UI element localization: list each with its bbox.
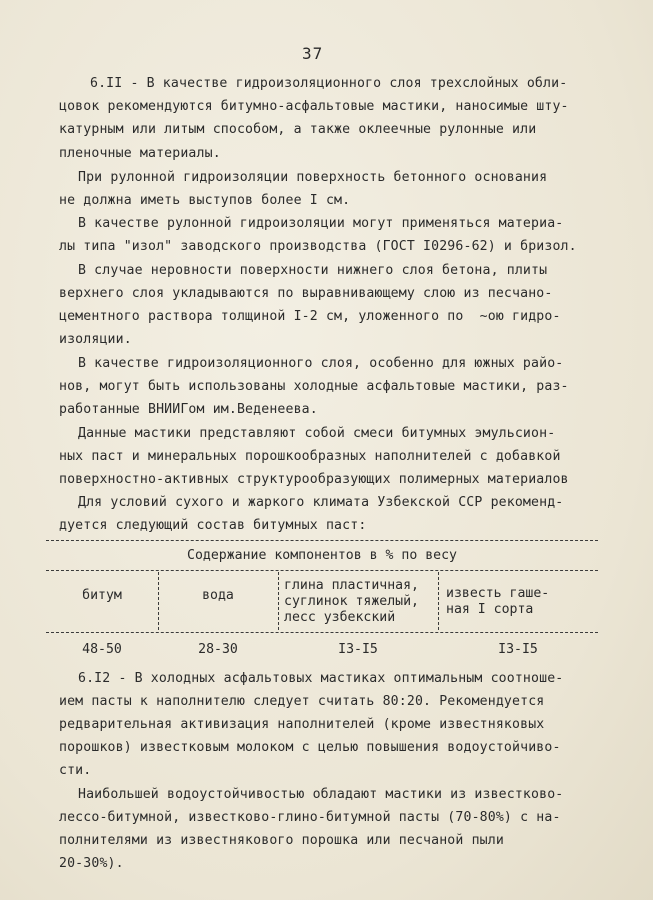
column-separator <box>278 572 279 630</box>
text-line: Для условий сухого и жаркого климата Узбекской ССР рекоменд- <box>78 495 564 510</box>
text-line: 20-30%). <box>59 856 124 871</box>
composition-table <box>46 540 598 658</box>
text-line: В случае неровности поверхности нижнего слоя бетона, плиты <box>78 263 548 278</box>
text-line: пленочные материалы. <box>59 146 221 161</box>
table-bottom-rule <box>46 632 598 633</box>
column-header-clay: глина пластичная, <box>284 578 419 593</box>
text-line: катурным или литым способом, а также оклеечные рулонные или <box>59 122 537 137</box>
text-line: В качестве рулонной гидроизоляции могут применяться материа- <box>78 216 564 231</box>
column-header-water: вода <box>202 588 234 603</box>
value-water: 28-30 <box>198 642 238 657</box>
column-header-lime: ная I сорта <box>446 602 534 617</box>
text-line: дуется следующий состав битумных паст: <box>59 518 367 533</box>
text-line: поверхностно-активных структурообразующих полимерных материалов <box>59 472 569 487</box>
column-header-lime: известь гаше- <box>446 586 550 601</box>
column-header-clay: лесс узбекский <box>284 610 396 625</box>
column-separator <box>438 572 439 630</box>
value-clay: I3-I5 <box>338 642 378 657</box>
table-header: Содержание компонентов в % по весу <box>187 548 457 563</box>
value-bitum: 48-50 <box>82 642 122 657</box>
text-line: редварительная активизация наполнителей (кроме известняковых <box>59 717 545 732</box>
table-header-rule <box>46 570 598 571</box>
text-line: не должна иметь выступов более I см. <box>59 193 351 208</box>
column-header-bitum: битум <box>82 588 122 603</box>
text-line: цементного раствора толщиной I-2 см, уложенного по ~ою гидро- <box>59 309 561 324</box>
text-line: ием пасты к наполнителю следует считать 80:20. Рекомендуется <box>59 694 545 709</box>
text-line: В качестве гидроизоляционного слоя, особенно для южных райо- <box>78 356 564 371</box>
text-line: порошков) известковым молоком с целью повышения водоустойчиво- <box>59 740 561 755</box>
page-number: 37 <box>302 44 324 63</box>
text-line: сти. <box>59 763 92 778</box>
column-header-clay: суглинок тяжелый, <box>284 594 419 609</box>
text-line: нов, могут быть использованы холодные асфальтовые мастики, раз- <box>59 379 569 394</box>
value-lime: I3-I5 <box>498 642 538 657</box>
text-line: цовок рекомендуются битумно-асфальтовые мастики, наносимые шту- <box>59 99 569 114</box>
text-line: лы типа "изол" заводского производства (ГОСТ I0296-62) и бризол. <box>59 239 577 254</box>
text-line: Наибольшей водоустойчивостью обладают мастики из известково- <box>78 787 564 802</box>
text-line: Данные мастики представляют собой смеси битумных эмульсион- <box>78 426 556 441</box>
text-line: работанные ВНИИГом им.Веденеева. <box>59 402 318 417</box>
text-line: При рулонной гидроизоляции поверхность бетонного основания <box>78 170 548 185</box>
text-line: лессо-битумной, известково-глино-битумной пасты (70-80%) с на- <box>59 810 561 825</box>
text-line: 6.I2 - В холодных асфальтовых мастиках оптимальным соотноше- <box>78 671 564 686</box>
text-line: ных паст и минеральных порошкообразных наполнителей с добавкой <box>59 449 561 464</box>
text-line: верхнего слоя укладываются по выравнивающему слою из песчано- <box>59 286 553 301</box>
table-top-rule <box>46 540 598 541</box>
text-line: 6.II - В качестве гидроизоляционного слоя трехслойных обли- <box>90 76 568 91</box>
text-line: полнителями из известнякового порошка или песчаной пыли <box>59 833 504 848</box>
text-line: изоляции. <box>59 332 132 347</box>
